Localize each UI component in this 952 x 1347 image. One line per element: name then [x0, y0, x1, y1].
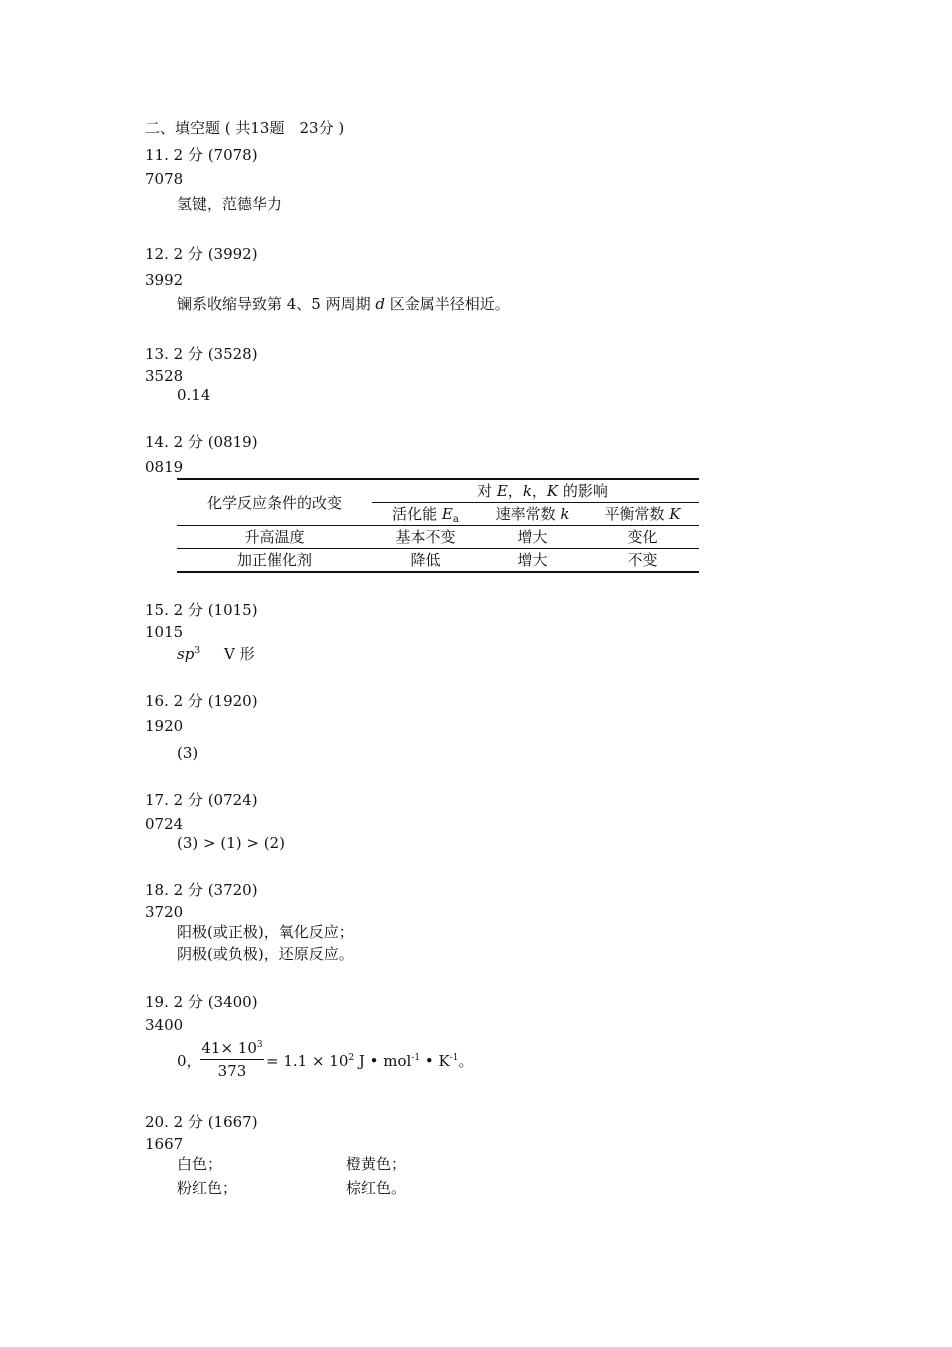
- question-20-answer-1: 白色；: [177, 1155, 223, 1173]
- table-row-1-K: 变化: [586, 526, 699, 549]
- table-header-equilibrium-constant: 平衡常数 K: [586, 503, 699, 526]
- question-18-answer-line-2: 阴极(或负极)，还原反应。: [177, 945, 354, 963]
- question-15-header: 15. 2 分 (1015): [145, 601, 258, 619]
- effects-table: [177, 478, 699, 573]
- question-20-answer-2: 橙黄色；: [346, 1155, 407, 1173]
- question-13-answer: 0.14: [177, 386, 211, 404]
- fraction-bar: [200, 1059, 264, 1060]
- question-17-answer: (3) > (1) > (2): [177, 834, 285, 852]
- table-header-activation-energy: 活化能 $E_a$: [372, 503, 479, 526]
- question-20-answer-3: 粉红色；: [177, 1179, 238, 1197]
- question-11-header: 11. 2 分 (7078): [145, 146, 258, 164]
- question-16-answer: (3): [177, 744, 199, 762]
- question-17-header: 17. 2 分 (0724): [145, 791, 258, 809]
- question-16-id: 1920: [145, 717, 184, 735]
- question-19-id: 3400: [145, 1016, 184, 1034]
- question-14-id: 0819: [145, 458, 184, 476]
- table-row-2-ea: 降低: [372, 549, 479, 573]
- table-row-1-k: 增大: [479, 526, 586, 549]
- question-13-id: 3528: [145, 367, 184, 385]
- question-20-answer-4: 棕红色。: [346, 1179, 407, 1197]
- question-20-header: 20. 2 分 (1667): [145, 1113, 258, 1131]
- question-16-header: 16. 2 分 (1920): [145, 692, 258, 710]
- question-18-answer-line-1: 阳极(或正极)，氧化反应；: [177, 923, 354, 941]
- question-14-header: 14. 2 分 (0819): [145, 433, 258, 451]
- question-19-prefix: 0，: [177, 1052, 202, 1070]
- table-row-2-k: 增大: [479, 549, 586, 573]
- question-12-id: 3992: [145, 271, 184, 289]
- question-13-header: 13. 2 分 (3528): [145, 345, 258, 363]
- question-19-header: 19. 2 分 (3400): [145, 993, 258, 1011]
- table-header-rate-constant: 速率常数 k: [479, 503, 586, 526]
- question-11-id: 7078: [145, 170, 184, 188]
- table-header-group: 对 E，k，K 的影响: [372, 479, 699, 503]
- table-header-condition: 化学反应条件的改变: [177, 479, 372, 526]
- question-18-id: 3720: [145, 903, 184, 921]
- question-18-header: 18. 2 分 (3720): [145, 881, 258, 899]
- question-15-id: 1015: [145, 623, 184, 641]
- table-row-2-K: 不变: [586, 549, 699, 573]
- question-12-answer: 镧系收缩导致第 4、5 两周期 d 区金属半径相近。: [177, 295, 510, 313]
- question-15-answer: $sp^3$ V 形: [177, 645, 255, 663]
- question-19-fraction: [200, 1038, 264, 1081]
- table-row-2-condition: 加正催化剂: [177, 549, 372, 573]
- question-20-id: 1667: [145, 1135, 184, 1153]
- question-11-answer: 氢键，范德华力: [177, 195, 283, 213]
- section-title: 二、填空题 ( 共13题 23分 ): [145, 119, 345, 137]
- question-19-result: = $1.1 \times 10^2$ J • mol$^{-1}$ • $K^{-1}$。: [266, 1052, 474, 1070]
- fraction-numerator: $41\times 10^3$: [201, 1039, 263, 1057]
- fraction-denominator: 373: [217, 1062, 247, 1080]
- question-12-header: 12. 2 分 (3992): [145, 245, 258, 263]
- table-row-1-ea: 基本不变: [372, 526, 479, 549]
- question-17-id: 0724: [145, 815, 184, 833]
- table-row-1-condition: 升高温度: [177, 526, 372, 549]
